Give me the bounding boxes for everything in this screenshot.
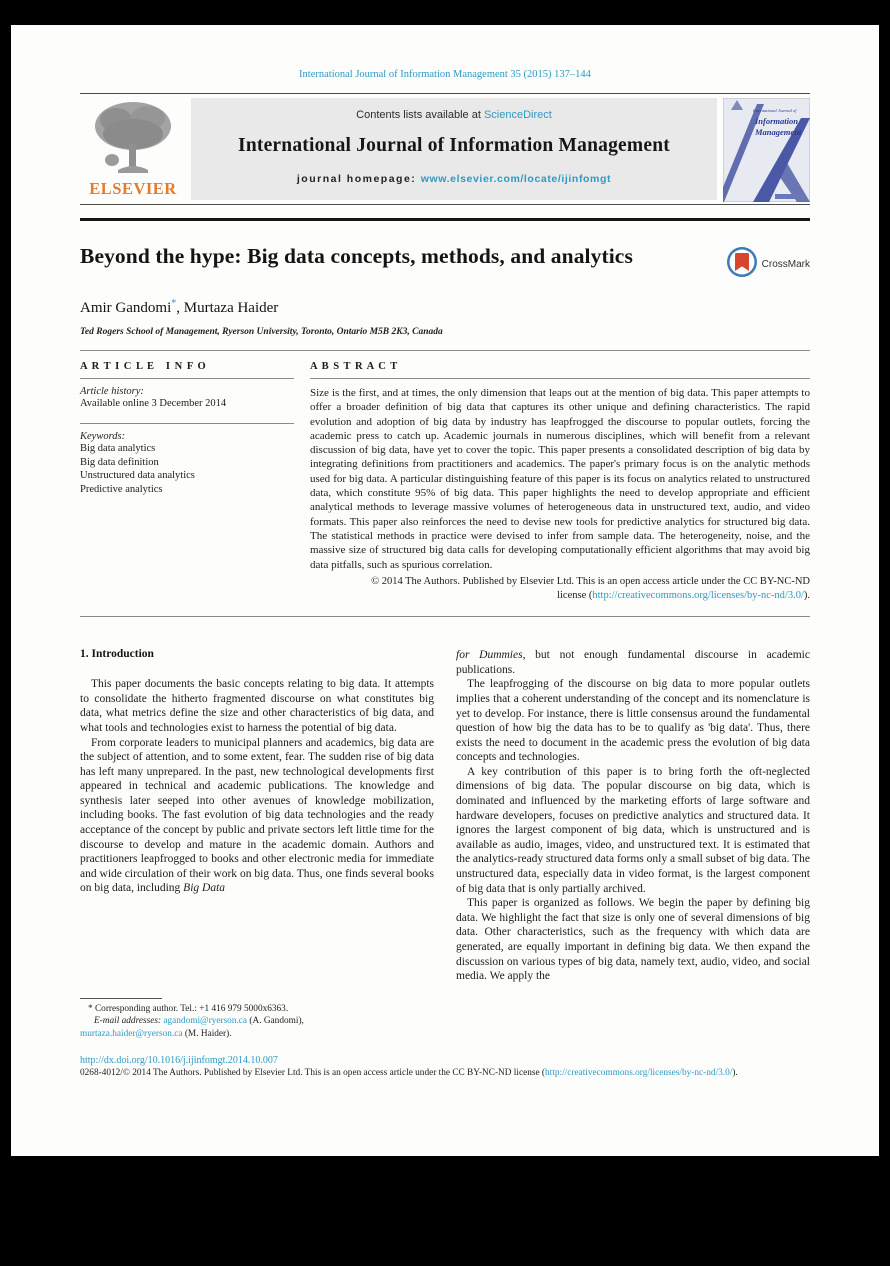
cc-license-link[interactable]: http://creativecommons.org/licenses/by-nc-nd/3.0/ xyxy=(592,589,804,601)
body-right-column xyxy=(456,648,810,1040)
body-paragraph: for Dummies, but not enough fundamental discourse in academic publications. xyxy=(456,649,810,676)
divider xyxy=(80,350,810,351)
email-link-haider[interactable]: murtaza.haider@ryerson.ca xyxy=(80,1028,183,1039)
journal-title: International Journal of Information Management xyxy=(238,135,670,156)
elsevier-tree-icon xyxy=(88,100,178,181)
crossmark-label: CrossMark xyxy=(761,259,810,270)
elsevier-logo xyxy=(80,98,186,200)
journal-citation: International Journal of Information Management 35 (2015) 137–144 xyxy=(299,69,591,80)
crossmark-icon xyxy=(726,246,758,283)
divider xyxy=(310,378,810,379)
corresponding-author-note: * Corresponding author. Tel.: +1 416 979 5000x6363. xyxy=(88,1003,289,1014)
body-paragraph: This paper is organized as follows. We begin the paper by defining big data. We highlight the fact that size is only one of several dimensions of big data. Other characteristics, such as the frequency with which data are generated, are equally important in defining big data. We then expand the discussion on various types of big data, namely text, audio, video, and social media. We apply the xyxy=(456,897,810,983)
cc-license-link-footer[interactable]: http://creativecommons.org/licenses/by-nc-nd/3.0/ xyxy=(545,1068,733,1079)
divider xyxy=(80,423,294,424)
issn-copyright-line: 0268-4012/© 2014 The Authors. Published by Elsevier Ltd. This is an open access article under the CC BY-NC-ND license (http://creativecommons.org/licenses/by-nc-nd/3.0/). xyxy=(80,1068,738,1079)
keyword: Predictive analytics xyxy=(80,484,163,496)
divider xyxy=(80,378,294,379)
footnote-rule xyxy=(80,998,162,999)
svg-text:Management: Management xyxy=(755,127,802,137)
banner-center-panel xyxy=(191,98,717,200)
svg-text:International Journal of: International Journal of xyxy=(753,108,797,113)
affiliation: Ted Rogers School of Management, Ryerson University, Toronto, Ontario M5B 2K3, Canada xyxy=(80,327,443,337)
journal-cover-thumbnail xyxy=(722,98,810,200)
abstract-copyright: © 2014 The Authors. Published by Elsevier Ltd. This is an open access article under the CC BY-NC-ND license (http://creativecommons.org/licenses/by-nc-nd/3.0/). xyxy=(371,575,810,601)
journal-homepage-link[interactable]: www.elsevier.com/locate/ijinfomgt xyxy=(420,173,612,185)
divider xyxy=(80,616,810,617)
header-divider xyxy=(80,218,810,221)
article-info-heading: A R T I C L E I N F O xyxy=(80,361,207,372)
email-addresses-line: E-mail addresses: agandomi@ryerson.ca (A. Gandomi), xyxy=(94,1016,304,1027)
abstract-section xyxy=(310,361,810,602)
body-paragraph: From corporate leaders to municipal planners and academics, big data are the subject of attention, and to some extent, fear. The sudden rise of big data has left many unprepared. In the past, new technological developments first appeared in technical and academic publications. The knowledge and synthesis later seeped into other avenues of knowledge mobilization, including books. The fast evolution of big data technologies and the ready acceptance of the concept by public and private sectors left little time for the discourse to develop and mature in the academic domain. Authors and practitioners leapfrogged to books and other electronic media for immediate and wide circulation of their work on big data. Thus, one finds several books on big data, including Big Data xyxy=(80,736,434,895)
abstract-heading: A B S T R A C T xyxy=(310,361,399,372)
author-line: Amir Gandomi*, Murtaza Haider xyxy=(80,298,279,316)
body-paragraph: The leapfrogging of the discourse on big data to more popular outlets implies that a coherent understanding of the concept and its nomenclature is yet to develop. For instance, there is little consensus around the fundamental question of how big the data has to be to qualify as 'big data'. Thus, there exists the need to document in the academic press the evolution of big data concepts and technologies. xyxy=(456,678,810,764)
section-heading-introduction: 1. Introduction xyxy=(80,648,154,661)
paper-page xyxy=(11,25,879,1156)
corresponding-author-mark: * xyxy=(171,298,177,309)
article-history-label: Article history: xyxy=(80,386,144,397)
article-info-section xyxy=(80,361,294,602)
email-link-gandomi[interactable]: agandomi@ryerson.ca xyxy=(163,1016,248,1027)
keyword: Unstructured data analytics xyxy=(80,470,195,482)
keyword: Big data definition xyxy=(80,456,159,468)
svg-text:Information: Information xyxy=(755,116,798,126)
article-title: Beyond the hype: Big data concepts, methods, and analytics xyxy=(80,244,633,268)
doi-link[interactable]: http://dx.doi.org/10.1016/j.ijinfomgt.2014.10.007 xyxy=(80,1055,278,1067)
abstract-text: Size is the first, and at times, the only dimension that leaps out at the mention of big data. This paper attempts to offer a broader definition of big data that captures its other unique and defining characteristics. The rapid evolution and adoption of big data by industry has leapfrogged the discourse to popular outlets, forcing the academic press to catch up. Academic journals in numerous disciplines, which will benefit from a relevant discussion of big data, have yet to cover the topic. This paper presents a consolidated description of big data by integrating definitions from practitioners and academics. The paper's primary focus is on the analytic methods used for big data. A particular distinguishing feature of this paper is its focus on analytics related to unstructured data, which constitute 95% of big data. This paper highlights the need to develop appropriate and efficient analytical methods to leverage massive volumes of heterogeneous data in unstructured text, audio, and video formats. This paper also reinforces the need to devise new tools for predictive analytics for structured big data. The statistical methods in practice were devised to infer from sample data. The heterogeneity, noise, and the massive size of structured big data calls for developing computationally efficient algorithms that may avoid big data pitfalls, such as spurious correlation. xyxy=(310,387,810,571)
elsevier-wordmark: ELSEVIER xyxy=(89,179,177,198)
keyword: Big data analytics xyxy=(80,442,156,454)
page-footer xyxy=(80,1055,810,1078)
body-left-column xyxy=(80,648,434,1040)
email-line-2: murtaza.haider@ryerson.ca (M. Haider). xyxy=(80,1028,232,1039)
footnote xyxy=(80,998,434,1041)
keywords-label: Keywords: xyxy=(80,430,126,442)
crossmark-badge[interactable] xyxy=(726,246,810,283)
body-paragraph: This paper documents the basic concepts relating to big data. It attempts to consolidate the hitherto fragmented discourse on what constitutes big data, what metrics define the size and other characteristics of big data, and what tools and technologies exist to harness the potential of big data. xyxy=(80,678,434,734)
sciencedirect-link[interactable]: ScienceDirect xyxy=(483,109,552,121)
journal-homepage-line: journal homepage: www.elsevier.com/locate/ijinfomgt xyxy=(296,173,612,185)
article-history-value: Available online 3 December 2014 xyxy=(80,398,227,409)
body-paragraph: A key contribution of this paper is to bring forth the oft-neglected dimensions of big data. The popular discourse on big data, which is dominated and influenced by the marketing efforts of large software and hardware developers, focuses on predictive analytics and structured data. It ignores the largest component of big data, which is unstructured and is available as audio, images, video, and unstructured text. It is estimated that the analytics-ready structured data forms only a small subset of big data. The unstructured data, especially data in video format, is the largest component of big data that is only partially archived. xyxy=(456,765,810,895)
journal-banner xyxy=(80,93,810,205)
contents-lists-line: Contents lists available at ScienceDirect xyxy=(356,109,552,121)
